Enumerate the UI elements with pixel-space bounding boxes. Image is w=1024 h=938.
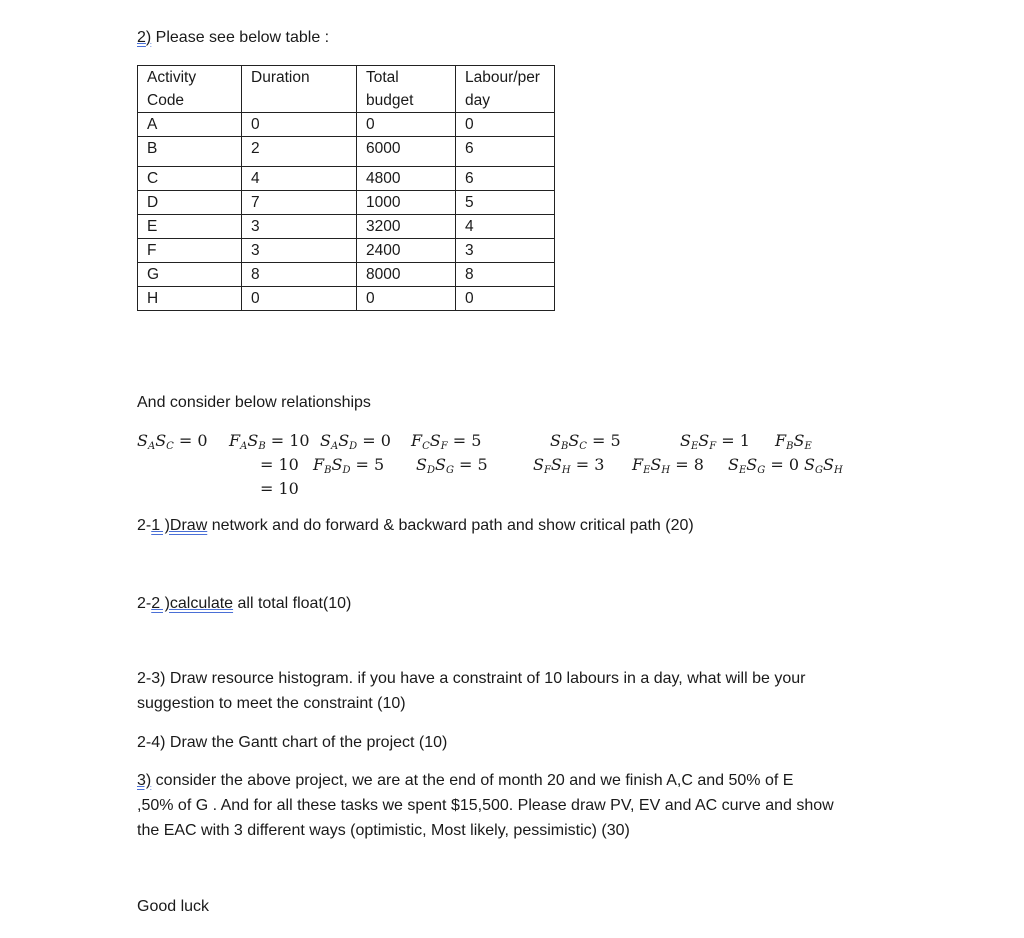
cell-activity: H [138, 287, 242, 311]
header-labour-per-day: Labour/per day [456, 66, 555, 113]
relationships-intro: And consider below relationships [137, 394, 371, 411]
cell-activity: D [138, 191, 242, 215]
cell-labour: 8 [456, 263, 555, 287]
cell-duration: 0 [242, 113, 357, 137]
question-2-2: 2-2 )calculate all total float(10) [137, 595, 352, 612]
relationship-10: $S_ES_F = 1$ [680, 431, 750, 452]
relationship-13: $S_GS_H$ [804, 455, 843, 476]
relationship-4: $F_CS_F = 5$ [411, 431, 482, 452]
cell-activity: A [138, 113, 242, 137]
question-3-line3: the EAC with 3 different ways (optimistic, Most likely, pessimistic) (30) [137, 822, 630, 839]
relationship-3: $S_AS_D = 0$ [320, 431, 391, 452]
cell-labour: 0 [456, 113, 555, 137]
question-3-line2: ,50% of G . And for all these tasks we spent $15,500. Please draw PV, EV and AC curve and show [137, 797, 834, 814]
relationship-13-cont: = 10 [260, 479, 299, 498]
cell-labour: 6 [456, 137, 555, 167]
cell-budget: 8000 [357, 263, 456, 287]
cell-budget: 3200 [357, 215, 456, 239]
relationship-11: $S_ES_G = 0$ [728, 455, 800, 476]
cell-budget: 1000 [357, 191, 456, 215]
table-header-row [138, 66, 555, 113]
cell-activity: B [138, 137, 242, 167]
header-duration: Duration [242, 66, 357, 113]
cell-duration: 2 [242, 137, 357, 167]
cell-budget: 2400 [357, 239, 456, 263]
table-row [138, 287, 555, 311]
relationship-9: $F_ES_H = 8$ [632, 455, 704, 476]
cell-budget: 0 [357, 113, 456, 137]
table-row [138, 113, 555, 137]
relationship-1: $S_AS_C = 0$ [137, 431, 208, 452]
cell-labour: 5 [456, 191, 555, 215]
cell-labour: 6 [456, 167, 555, 191]
relationship-2: $F_AS_B = 10$ [229, 431, 310, 452]
cell-activity: F [138, 239, 242, 263]
table-row [138, 215, 555, 239]
question-3-line1: 3) consider the above project, we are at the end of month 20 and we finish A,C and 50% of E [137, 772, 794, 789]
cell-duration: 8 [242, 263, 357, 287]
cell-duration: 3 [242, 215, 357, 239]
table-row [138, 263, 555, 287]
heading-text: Please see below table : [151, 29, 330, 46]
header-total-budget: Total budget [357, 66, 456, 113]
relationship-2-cont: = 10 [260, 455, 299, 474]
cell-activity: G [138, 263, 242, 287]
question-2-2-keyword: 2 )calculate [151, 595, 234, 612]
table-row [138, 239, 555, 263]
relationship-7: $S_BS_C = 5$ [550, 431, 621, 452]
table-row [138, 137, 555, 167]
question-2-1: 2-1 )Draw network and do forward & backward path and show critical path (20) [137, 517, 694, 534]
cell-duration: 7 [242, 191, 357, 215]
cell-labour: 4 [456, 215, 555, 239]
activity-table [137, 65, 555, 311]
cell-budget: 6000 [357, 137, 456, 167]
cell-labour: 0 [456, 287, 555, 311]
relationship-5: $F_BS_D = 5$ [313, 455, 385, 476]
header-activity-code: Activity Code [138, 66, 242, 113]
cell-budget: 4800 [357, 167, 456, 191]
question-3-number: 3) [137, 772, 152, 789]
cell-budget: 0 [357, 287, 456, 311]
cell-duration: 4 [242, 167, 357, 191]
cell-duration: 0 [242, 287, 357, 311]
relationship-8: $S_FS_H = 3$ [533, 455, 605, 476]
cell-activity: C [138, 167, 242, 191]
relationship-12: $F_BS_E$ [775, 431, 812, 452]
cell-activity: E [138, 215, 242, 239]
question-2-4: 2-4) Draw the Gantt chart of the project (10) [137, 734, 448, 751]
table-row [138, 167, 555, 191]
question-2-3-line1: 2-3) Draw resource histogram. if you have a constraint of 10 labours in a day, what will be your [137, 670, 806, 687]
question-2-3-line2: suggestion to meet the constraint (10) [137, 695, 406, 712]
question-2-heading: 2) Please see below table : [137, 29, 330, 46]
closing-text: Good luck [137, 898, 210, 915]
relationship-6: $S_DS_G = 5$ [416, 455, 488, 476]
table-row [138, 191, 555, 215]
question-2-1-keyword: 1 )Draw [151, 517, 208, 534]
question-number: 2 [137, 29, 146, 46]
cell-duration: 3 [242, 239, 357, 263]
cell-labour: 3 [456, 239, 555, 263]
